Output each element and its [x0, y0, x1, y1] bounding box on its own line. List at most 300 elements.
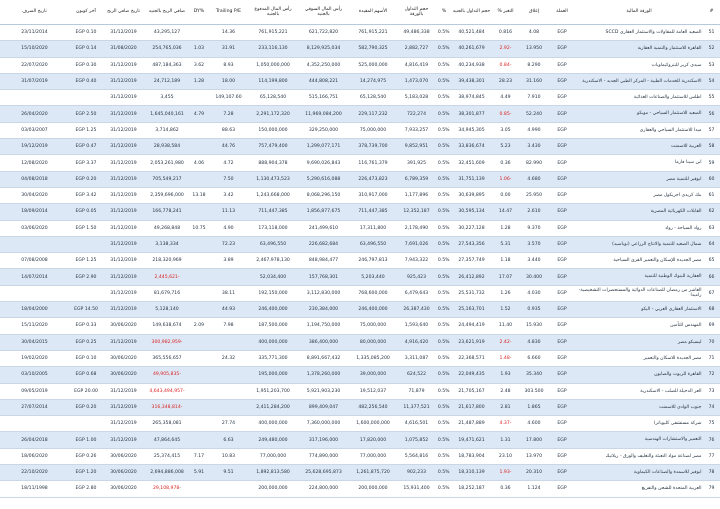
cell-cur: EGP — [549, 220, 575, 236]
cell-cur: EGP — [549, 122, 575, 138]
cell-cdate: 26/04/2018 — [0, 432, 69, 448]
cell-dy — [190, 285, 208, 301]
cell-pe: 27.74 — [208, 416, 249, 432]
cell-chg: 2.81 — [492, 399, 519, 415]
cell-coupon: EGP 0.30 — [69, 57, 103, 73]
cell-name: مصر لصناعة مواد التعبئة والتغليف والورق - ريلاتيك — [575, 448, 703, 464]
cell-chg: 5.31 — [492, 236, 519, 252]
cell-pdate: 31/12/2019 — [103, 285, 144, 301]
cell-dy: 1.03 — [190, 41, 208, 57]
cell-dy — [190, 171, 208, 187]
cell-name: مصر الجديدة للإسكان والتعمير القرى السياحية — [575, 253, 703, 269]
cell-pdate: 31/12/2019 — [103, 269, 144, 285]
cell-name: الاسكندرية للخدمات الطبية - المركز الطبي الجديد - الاسكندرية — [575, 73, 703, 89]
table-row[interactable] — [0, 367, 720, 383]
cell-paid: 2,467,978,130 — [249, 253, 297, 269]
cell-close: 82.990 — [519, 155, 549, 171]
cell-vol_egp: 24,494,419 — [451, 318, 492, 334]
cell-name: شركة مستشفى كليوباترا — [575, 416, 703, 432]
cell-pct: 0.5% — [437, 25, 451, 41]
cell-pct: 0.5% — [437, 90, 451, 106]
cell-coupon: EGP 0.33 — [69, 318, 103, 334]
cell-n: 58 — [703, 139, 720, 155]
cell-cdate: 19/12/2019 — [0, 139, 69, 155]
cell-chg: 0.36 — [492, 155, 519, 171]
cell-pe: 38.11 — [208, 285, 249, 301]
table-row[interactable] — [0, 139, 720, 155]
table-body — [0, 25, 720, 498]
cell-profit: 218,320,969 — [144, 253, 190, 269]
column-header: تاريخ الصرف — [0, 0, 69, 25]
cell-paid: 400,000,000 — [249, 416, 297, 432]
cell-profit: 487,184,363 — [144, 57, 190, 73]
cell-mcap: 8,068,296,150 — [297, 187, 350, 203]
cell-cdate: 12/08/2020 — [0, 155, 69, 171]
cell-chg: -1.48 — [492, 350, 519, 366]
cell-profit: 5,128,140 — [144, 302, 190, 318]
cell-mcap: 5,290,616,088 — [297, 171, 350, 187]
cell-pdate: 31/12/2019 — [103, 171, 144, 187]
cell-cur: EGP — [549, 25, 575, 41]
cell-vol_egp: 31,751,139 — [451, 171, 492, 187]
table-row[interactable] — [0, 465, 720, 481]
cell-n: 59 — [703, 155, 720, 171]
cell-mcap: 1,299,077,171 — [297, 139, 350, 155]
cell-mcap: 329,250,000 — [297, 122, 350, 138]
cell-cdate — [0, 236, 69, 252]
cell-cur: EGP — [549, 41, 575, 57]
cell-cdate: 18/04/2000 — [0, 302, 69, 318]
cell-vol_egp: 39,438,301 — [451, 73, 492, 89]
table-row[interactable] — [0, 171, 720, 187]
cell-chg: 2.48 — [492, 383, 519, 399]
cell-close: 8.290 — [519, 57, 549, 73]
column-header: # — [703, 0, 720, 25]
cell-profit: 2,053,261,980 — [144, 155, 190, 171]
cell-paid: 1,892,813,580 — [249, 465, 297, 481]
cell-coupon: EGP 0.20 — [69, 399, 103, 415]
cell-pe — [208, 367, 249, 383]
cell-vol_egp: 38,974,845 — [451, 90, 492, 106]
cell-paid: 1,050,000,000 — [249, 57, 297, 73]
cell-name: العربية المتحدة للشحن والتفريغ — [575, 481, 703, 497]
cell-cur: EGP — [549, 285, 575, 301]
cell-profit: -2,445,621 — [144, 269, 190, 285]
cell-profit: 49,268,848 — [144, 220, 190, 236]
cell-pdate: 30/06/2020 — [103, 350, 144, 366]
cell-vol_sh: 3,311,087 — [396, 350, 437, 366]
cell-pdate: 31/12/2019 — [103, 204, 144, 220]
cell-vol_egp: 22,368,571 — [451, 350, 492, 366]
cell-pe: 3.89 — [208, 253, 249, 269]
table-row[interactable] — [0, 285, 720, 301]
cell-close: 2.610 — [519, 204, 549, 220]
cell-pe: 14.36 — [208, 25, 249, 41]
cell-vol_egp: 18,310,139 — [451, 465, 492, 481]
cell-vol_sh: 1,177,896 — [396, 187, 437, 203]
column-header: رأس المال المدفوع بالجنيه — [249, 0, 297, 25]
column-header: العملة — [549, 0, 575, 25]
cell-name: مصر الجديدة للاسكان والتعمير — [575, 350, 703, 366]
cell-listed: 63,496,550 — [350, 236, 396, 252]
cell-chg: -0.84 — [492, 57, 519, 73]
cell-close: 4.680 — [519, 171, 549, 187]
cell-cur: EGP — [549, 171, 575, 187]
cell-profit: 254,765,036 — [144, 41, 190, 57]
cell-name: رواد السياحة - رواد — [575, 220, 703, 236]
cell-mcap: 226,682,684 — [297, 236, 350, 252]
cell-profit: 25,374,415 — [144, 448, 190, 464]
cell-listed: 80,000,000 — [350, 334, 396, 350]
cell-profit: 3,455 — [144, 90, 190, 106]
cell-cur: EGP — [549, 253, 575, 269]
cell-pdate: 31/12/2019 — [103, 139, 144, 155]
cell-vol_egp: 23,621,919 — [451, 334, 492, 350]
cell-vol_sh: 2,178,490 — [396, 220, 437, 236]
cell-pe: 7.98 — [208, 318, 249, 334]
table-row[interactable] — [0, 25, 720, 41]
cell-cdate: 15/10/2020 — [0, 41, 69, 57]
cell-pct: 0.5% — [437, 383, 451, 399]
cell-n: 76 — [703, 432, 720, 448]
cell-close: 9.370 — [519, 220, 549, 236]
cell-name: شمال الصعيد للتنمية والانتاج الزراعي (نوباسيد) — [575, 236, 703, 252]
cell-dy: 1.28 — [190, 73, 208, 89]
cell-pct: 0.5% — [437, 318, 451, 334]
table-row[interactable] — [0, 350, 720, 366]
cell-pdate: 31/12/2019 — [103, 187, 144, 203]
cell-pct: 0.5% — [437, 139, 451, 155]
cell-listed: 77,000,000 — [350, 448, 396, 464]
cell-cdate — [0, 285, 69, 301]
table-row[interactable] — [0, 90, 720, 106]
cell-close: 15.930 — [519, 318, 549, 334]
cell-pe — [208, 481, 249, 497]
cell-chg: 1.28 — [492, 220, 519, 236]
cell-vol_egp: 38,301,877 — [451, 106, 492, 122]
table-row[interactable] — [0, 302, 720, 318]
cell-cdate: 26/04/2020 — [0, 106, 69, 122]
cell-mcap: 774,890,000 — [297, 448, 350, 464]
cell-pe: 9.51 — [208, 465, 249, 481]
table-row[interactable] — [0, 106, 720, 122]
cell-dy — [190, 416, 208, 432]
cell-pe: 18.00 — [208, 73, 249, 89]
cell-pdate: 30/06/2020 — [103, 448, 144, 464]
cell-paid: 150,000,000 — [249, 122, 297, 138]
table-row[interactable] — [0, 481, 720, 497]
cell-pct: 0.5% — [437, 269, 451, 285]
cell-pct: 0.5% — [437, 416, 451, 432]
cell-vol_egp: 21,617,800 — [451, 399, 492, 415]
cell-paid: 77,000,000 — [249, 448, 297, 464]
cell-profit: 166,778,241 — [144, 204, 190, 220]
cell-pdate: 31/12/2019 — [103, 236, 144, 252]
cell-vol_sh: 925,423 — [396, 269, 437, 285]
table-row[interactable] — [0, 334, 720, 350]
cell-coupon: EGP 0.20 — [69, 171, 103, 187]
cell-pct: 0.5% — [437, 334, 451, 350]
cell-chg: -0.85 — [492, 106, 519, 122]
table-row[interactable] — [0, 57, 720, 73]
table-row[interactable] — [0, 399, 720, 415]
cell-pe: 88.63 — [208, 122, 249, 138]
cell-mcap: 224,800,000 — [297, 481, 350, 497]
cell-dy — [190, 350, 208, 366]
cell-pct: 0.5% — [437, 57, 451, 73]
table-row[interactable] — [0, 432, 720, 448]
cell-pdate: 31/12/2019 — [103, 302, 144, 318]
cell-cdate: 09/05/2019 — [0, 383, 69, 399]
cell-name: الصعيد العامة للمقاولات والاستثمار العقاري SCCD — [575, 25, 703, 41]
cell-coupon: EGP 1.20 — [69, 465, 103, 481]
cell-name: القاهرة للاستثمار والتنمية العقارية — [575, 41, 703, 57]
cell-n: 66 — [703, 269, 720, 285]
cell-paid: 2,291,172,320 — [249, 106, 297, 122]
cell-vol_sh: 1,473,070 — [396, 73, 437, 89]
cell-mcap: 9,690,026,843 — [297, 155, 350, 171]
cell-paid: 187,500,000 — [249, 318, 297, 334]
cell-cdate: 22/07/2020 — [0, 57, 69, 73]
cell-vol_sh: 26,387,430 — [396, 302, 437, 318]
cell-pe: 10.83 — [208, 448, 249, 464]
cell-vol_sh: 5,183,028 — [396, 90, 437, 106]
cell-dy — [190, 204, 208, 220]
table-row[interactable] — [0, 122, 720, 138]
cell-coupon: EGP 0.25 — [69, 334, 103, 350]
cell-close: 7.910 — [519, 90, 549, 106]
cell-mcap: 317,196,000 — [297, 432, 350, 448]
cell-vol_egp: 33,836,674 — [451, 139, 492, 155]
cell-mcap: 157,768,301 — [297, 269, 350, 285]
cell-listed: 75,000,000 — [350, 122, 396, 138]
cell-listed: 39,000,000 — [350, 367, 396, 383]
cell-dy — [190, 122, 208, 138]
cell-name: سيدي كرير للبتروكيماويات — [575, 57, 703, 73]
cell-mcap: 444,808,221 — [297, 73, 350, 89]
cell-vol_egp: 22,049,435 — [451, 367, 492, 383]
table-row[interactable] — [0, 318, 720, 334]
cell-paid: 173,118,000 — [249, 220, 297, 236]
cell-n: 53 — [703, 57, 720, 73]
cell-pct: 0.5% — [437, 106, 451, 122]
cell-cur: EGP — [549, 155, 575, 171]
column-header: تاريخ صافي الربح — [103, 0, 144, 25]
table-row[interactable] — [0, 73, 720, 89]
cell-dy — [190, 236, 208, 252]
cell-cdate — [0, 416, 69, 432]
cell-close: 4.600 — [519, 416, 549, 432]
cell-paid: 1,951,203,700 — [249, 383, 297, 399]
cell-paid: 400,000,000 — [249, 334, 297, 350]
cell-coupon: EGP 2.50 — [69, 106, 103, 122]
cell-close: 52.240 — [519, 106, 549, 122]
table-header — [0, 0, 720, 25]
cell-pdate: 31/12/2019 — [103, 416, 144, 432]
cell-chg: -2.42 — [492, 334, 519, 350]
cell-name: اطلس للاستثمار والصناعات الغذائية — [575, 90, 703, 106]
cell-vol_egp: 30,595,134 — [451, 204, 492, 220]
cell-profit: 3,714,862 — [144, 122, 190, 138]
cell-cur: EGP — [549, 302, 575, 318]
cell-profit: -4,643,494,957 — [144, 383, 190, 399]
cell-paid: 63,496,550 — [249, 236, 297, 252]
cell-dy — [190, 334, 208, 350]
cell-pe — [208, 399, 249, 415]
cell-chg: -4.37 — [492, 416, 519, 432]
cell-name: الاستثمار العقاري العربي - اليكو — [575, 302, 703, 318]
cell-pct: 0.5% — [437, 204, 451, 220]
cell-cur: EGP — [549, 350, 575, 366]
cell-paid: 711,447,385 — [249, 204, 297, 220]
cell-profit: -300,982,959 — [144, 334, 190, 350]
cell-pct: 0.5% — [437, 448, 451, 464]
cell-vol_egp: 40,261,679 — [451, 41, 492, 57]
cell-name: ليسيكو مصر — [575, 334, 703, 350]
cell-pdate: 31/12/2019 — [103, 122, 144, 138]
cell-paid: 195,000,000 — [249, 367, 297, 383]
cell-n: 54 — [703, 73, 720, 89]
cell-listed: 582,790,325 — [350, 41, 396, 57]
cell-cur: EGP — [549, 465, 575, 481]
cell-cur: EGP — [549, 383, 575, 399]
table-row[interactable] — [0, 416, 720, 432]
cell-coupon: EGP 0.68 — [69, 367, 103, 383]
table-row[interactable] — [0, 383, 720, 399]
cell-cur: EGP — [549, 204, 575, 220]
cell-name: القاهرة للزيوت والصابون — [575, 367, 703, 383]
cell-cur: EGP — [549, 334, 575, 350]
cell-pct: 0.5% — [437, 350, 451, 366]
cell-pe: 149,107.60 — [208, 90, 249, 106]
cell-dy: 7.17 — [190, 448, 208, 464]
cell-mcap: 621,722,820 — [297, 25, 350, 41]
cell-pdate: 31/12/2019 — [103, 432, 144, 448]
cell-n: 56 — [703, 106, 720, 122]
cell-name: العقارية للبنوك الوطنية للتنمية — [575, 269, 703, 285]
cell-vol_sh: 902,233 — [396, 465, 437, 481]
cell-close: 13.970 — [519, 448, 549, 464]
cell-cur: EGP — [549, 269, 575, 285]
cell-close: 4.830 — [519, 334, 549, 350]
table-row[interactable] — [0, 253, 720, 269]
cell-dy — [190, 432, 208, 448]
cell-pct: 0.5% — [437, 285, 451, 301]
cell-close: 4.08 — [519, 25, 549, 41]
cell-pct: 0.5% — [437, 399, 451, 415]
cell-vol_egp: 25,163,701 — [451, 302, 492, 318]
cell-paid: 1,130,473,523 — [249, 171, 297, 187]
cell-paid: 335,771,300 — [249, 350, 297, 366]
table-row[interactable] — [0, 269, 720, 285]
cell-n: 72 — [703, 367, 720, 383]
cell-chg: -1.93 — [492, 465, 519, 481]
cell-listed: 19,512,037 — [350, 383, 396, 399]
cell-chg: -2.92 — [492, 41, 519, 57]
cell-pdate: 31/12/2019 — [103, 253, 144, 269]
cell-cur: EGP — [549, 448, 575, 464]
cell-chg: 1.31 — [492, 432, 519, 448]
cell-dy: 13.18 — [190, 187, 208, 203]
cell-mcap: 11,969,084,200 — [297, 106, 350, 122]
table-row[interactable] — [0, 448, 720, 464]
cell-pct: 0.5% — [437, 73, 451, 89]
cell-dy — [190, 302, 208, 318]
cell-cdate: 27/07/2014 — [0, 399, 69, 415]
column-header: رأس المال السوقي بالجنيه — [297, 0, 350, 25]
cell-listed: 1,600,000,000 — [350, 416, 396, 432]
column-header: صافي الربح بالجنيه — [144, 0, 190, 25]
cell-pdate: 31/12/2019 — [103, 90, 144, 106]
cell-close: 303.500 — [519, 383, 549, 399]
table-row[interactable] — [0, 187, 720, 203]
cell-name: الصعيد للاستثمار السياحي - موبكو — [575, 106, 703, 122]
cell-cur: EGP — [549, 106, 575, 122]
cell-coupon — [69, 90, 103, 106]
cell-mcap: 7,360,000,000 — [297, 416, 350, 432]
cell-dy — [190, 269, 208, 285]
cell-cdate: 14/07/2014 — [0, 269, 69, 285]
cell-paid: 757,479,400 — [249, 139, 297, 155]
cell-mcap: 8,129,925,034 — [297, 41, 350, 57]
cell-pdate: 31/12/2019 — [103, 155, 144, 171]
cell-dy: 4.06 — [190, 155, 208, 171]
cell-listed: 378,739,700 — [350, 139, 396, 155]
cell-coupon: EGP 3.42 — [69, 187, 103, 203]
table-row[interactable] — [0, 220, 720, 236]
cell-listed: 75,000,000 — [350, 318, 396, 334]
cell-cur: EGP — [549, 416, 575, 432]
cell-vol_sh: 4,616,501 — [396, 416, 437, 432]
cell-close: 6.660 — [519, 350, 549, 366]
cell-coupon: EGP 3.37 — [69, 155, 103, 171]
cell-vol_egp: 30,639,895 — [451, 187, 492, 203]
cell-coupon: EGP 1.25 — [69, 253, 103, 269]
cell-cur: EGP — [549, 57, 575, 73]
cell-chg: 0.00 — [492, 187, 519, 203]
cell-cdate: 31/07/2019 — [0, 73, 69, 89]
table-row[interactable] — [0, 41, 720, 57]
cell-paid: 192,150,000 — [249, 285, 297, 301]
cell-dy — [190, 90, 208, 106]
table-row[interactable] — [0, 155, 720, 171]
cell-vol_sh: 7,691,026 — [396, 236, 437, 252]
cell-chg: 4.49 — [492, 90, 519, 106]
table-row[interactable] — [0, 204, 720, 220]
cell-pe: 44.76 — [208, 139, 249, 155]
cell-coupon — [69, 416, 103, 432]
cell-profit: -316,348,814 — [144, 399, 190, 415]
cell-coupon: EGP 20.00 — [69, 383, 103, 399]
cell-dy: 10.75 — [190, 220, 208, 236]
cell-coupon: EGP 1.00 — [69, 432, 103, 448]
cell-dy: 3.62 — [190, 57, 208, 73]
cell-coupon: EGP 0.47 — [69, 139, 103, 155]
table-row[interactable] — [0, 236, 720, 252]
cell-paid: 65,128,540 — [249, 90, 297, 106]
cell-close: 3.570 — [519, 236, 549, 252]
cell-coupon: EGP 2.80 — [69, 481, 103, 497]
cell-cur: EGP — [549, 139, 575, 155]
cell-pct: 0.5% — [437, 155, 451, 171]
cell-vol_egp: 34,945,305 — [451, 122, 492, 138]
cell-n: 62 — [703, 204, 720, 220]
cell-name: العاشر من رمضان للصناعات الدوائية والمستحضرات التشخيصية-راميدا — [575, 285, 703, 301]
cell-cdate: 30/04/2015 — [0, 334, 69, 350]
cell-listed: 1,335,085,200 — [350, 350, 396, 366]
cell-pe: 24.32 — [208, 350, 249, 366]
cell-cdate: 19/02/2020 — [0, 350, 69, 366]
